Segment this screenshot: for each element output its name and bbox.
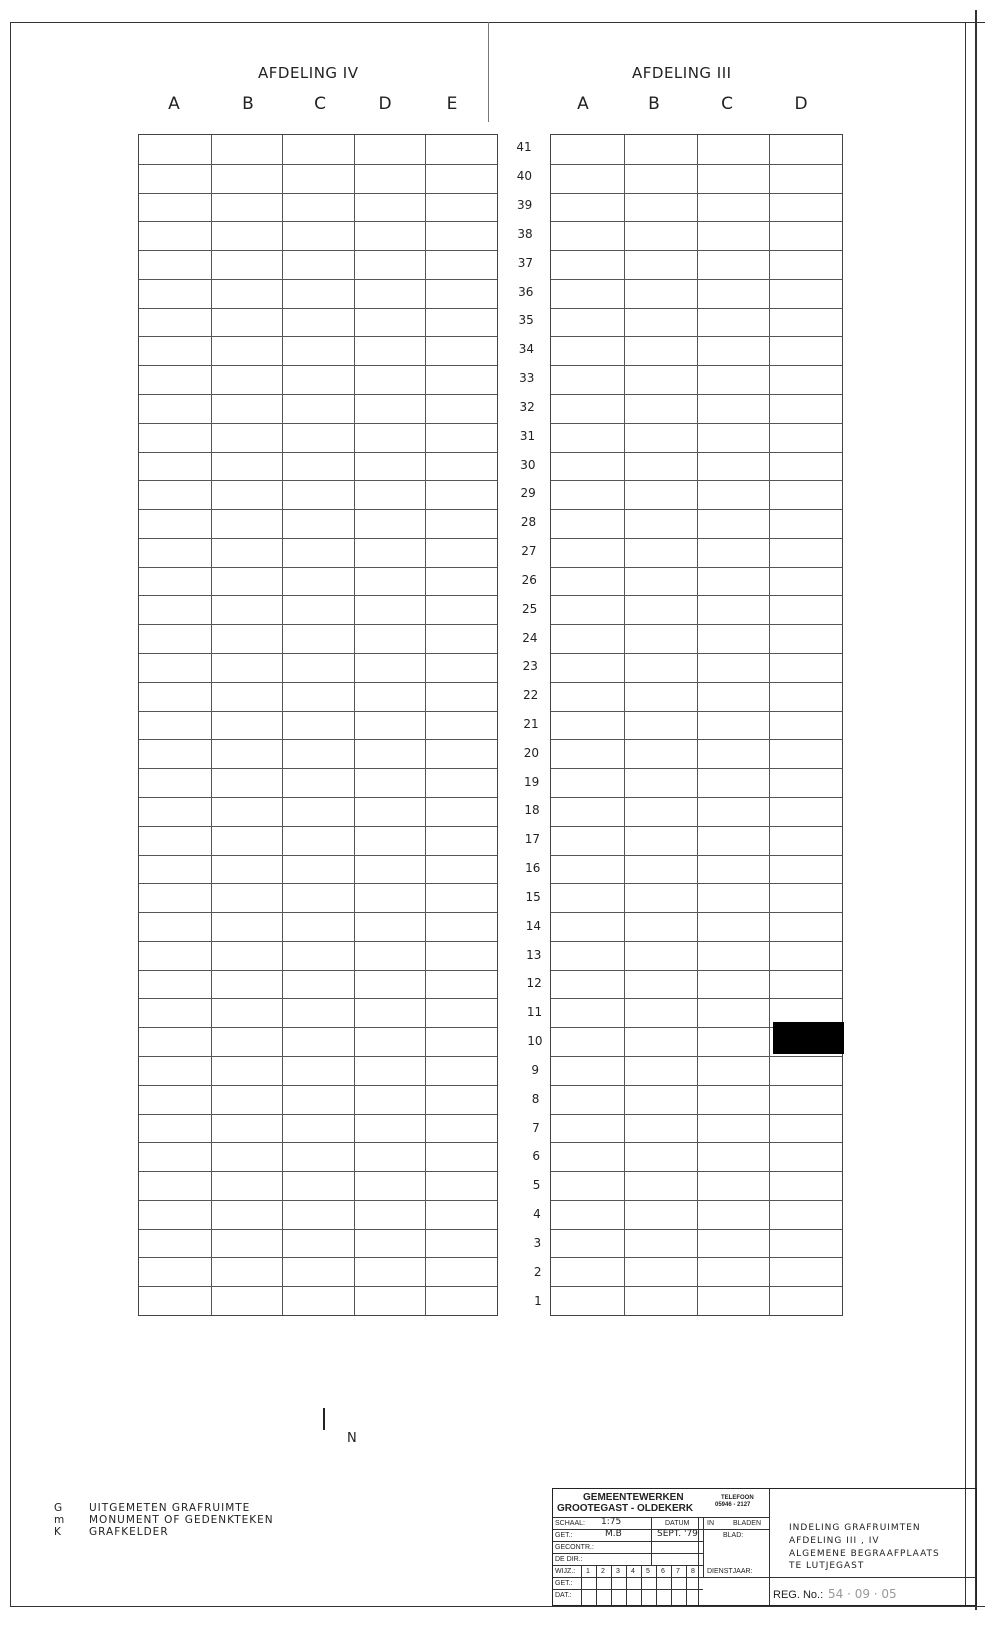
row-number: 5 xyxy=(532,1178,541,1193)
row-number: 10 xyxy=(527,1034,543,1049)
wijz-number: 4 xyxy=(631,1568,635,1575)
legend-text: MONUMENT OF GEDENKTEKEN xyxy=(89,1514,274,1526)
grave-grid-afdeling-iv xyxy=(138,134,498,1316)
grid-row-line xyxy=(139,164,497,165)
col-label-iv-e: E xyxy=(446,94,458,114)
row-number: 14 xyxy=(525,918,542,933)
col-label-iv-a: A xyxy=(168,94,180,114)
section-title-afdeling-iv: AFDELING IV xyxy=(258,64,359,82)
description-line: ALGEMENE BEGRAAFPLAATS xyxy=(789,1549,940,1559)
wijz-number: 2 xyxy=(601,1568,605,1575)
dat-label: DAT.: xyxy=(555,1592,572,1599)
grid-row-line xyxy=(139,883,497,884)
wijz-label: WIJZ.: xyxy=(555,1568,576,1575)
north-label: N xyxy=(347,1431,357,1446)
row-number: 41 xyxy=(516,140,532,155)
col-label-iv-c: C xyxy=(314,94,326,114)
grid-row-line xyxy=(139,768,497,769)
org-line1: GEMEENTEWERKEN xyxy=(583,1492,684,1503)
description-line: INDELING GRAFRUIMTEN xyxy=(789,1523,921,1533)
row-number: 22 xyxy=(523,688,539,703)
grid-row-line xyxy=(139,998,497,999)
bladen-label: BLADEN xyxy=(733,1520,762,1527)
grid-row-line xyxy=(139,1114,497,1115)
grid-row-line xyxy=(139,1142,497,1143)
grid-row-line xyxy=(139,452,497,453)
grid-row-line xyxy=(139,279,497,280)
wijz-number: 3 xyxy=(616,1568,620,1575)
frame-right-outer xyxy=(975,10,977,1610)
grid-column-line xyxy=(624,135,625,1315)
grid-column-line xyxy=(425,135,426,1315)
grid-row-line xyxy=(139,1027,497,1028)
grave-grid-afdeling-iii xyxy=(550,134,843,1316)
grid-row-line xyxy=(139,1200,497,1201)
wijz-box-line xyxy=(641,1565,642,1605)
wijz-box-line xyxy=(626,1565,627,1605)
grid-column-line xyxy=(697,135,698,1315)
row-number: 34 xyxy=(518,342,535,357)
datum-value: SEPT. '79 xyxy=(657,1529,698,1539)
wijz-box-line xyxy=(686,1565,687,1605)
grid-column-line xyxy=(282,135,283,1315)
wijz-box-line xyxy=(581,1565,582,1605)
grid-row-line xyxy=(139,1257,497,1258)
wijz-number: 7 xyxy=(676,1568,680,1575)
legend-row xyxy=(54,1514,274,1526)
dedir-label: DE DIR.: xyxy=(555,1556,583,1563)
grid-row-line xyxy=(139,682,497,683)
grid-row-line xyxy=(139,308,497,309)
row-number: 30 xyxy=(520,457,536,472)
legend-key: K xyxy=(54,1526,62,1538)
row-number: 9 xyxy=(531,1062,539,1077)
legend-row xyxy=(54,1502,274,1514)
row-number: 26 xyxy=(521,572,537,587)
reg-label: REG. No.: xyxy=(773,1589,824,1601)
row-number: 12 xyxy=(526,976,542,991)
phone-number: 05946 - 2127 xyxy=(715,1502,751,1508)
wijz-box-line xyxy=(656,1565,657,1605)
grid-row-line xyxy=(139,567,497,568)
row-number: 25 xyxy=(521,601,538,616)
north-arrow-icon xyxy=(323,1408,325,1430)
get-value: M.B xyxy=(605,1529,622,1539)
grid-row-line xyxy=(139,912,497,913)
grid-row-line xyxy=(139,1056,497,1057)
row-number: 37 xyxy=(517,255,534,270)
grid-row-line xyxy=(139,1286,497,1287)
org-line2: GROOTEGAST - OLDEKERK xyxy=(557,1503,694,1514)
grid-row-line xyxy=(139,365,497,366)
grid-column-line xyxy=(354,135,355,1315)
get2-label: GET.: xyxy=(555,1580,573,1587)
row-number: 3 xyxy=(533,1235,542,1250)
grid-row-line xyxy=(139,739,497,740)
schaal-value: 1:75 xyxy=(601,1517,622,1527)
row-number: 24 xyxy=(522,630,538,645)
grid-row-line xyxy=(139,336,497,337)
row-number: 8 xyxy=(531,1091,540,1106)
row-number: 27 xyxy=(521,544,537,559)
grid-column-line xyxy=(769,135,770,1315)
frame-top xyxy=(10,22,985,23)
section-divider xyxy=(488,22,489,122)
redacted-block xyxy=(773,1022,844,1054)
grid-row-line xyxy=(139,250,497,251)
row-number: 23 xyxy=(522,659,538,674)
wijz-box-line xyxy=(671,1565,672,1605)
col-label-iii-c: C xyxy=(721,94,733,114)
grid-row-line xyxy=(139,941,497,942)
description-line: AFDELING III , IV xyxy=(789,1536,880,1546)
legend-text: UITGEMETEN GRAFRUIMTE xyxy=(89,1502,251,1514)
row-number: 21 xyxy=(523,717,539,731)
row-number: 15 xyxy=(525,889,541,904)
title-block xyxy=(552,1488,977,1606)
grid-row-line xyxy=(139,653,497,654)
legend-key: G xyxy=(54,1502,64,1514)
grid-row-line xyxy=(139,480,497,481)
wijz-box-line xyxy=(611,1565,612,1605)
row-number: 7 xyxy=(532,1120,540,1135)
row-number: 31 xyxy=(519,428,536,443)
row-number: 4 xyxy=(533,1207,541,1222)
row-number: 17 xyxy=(524,832,541,847)
section-title-afdeling-iii: AFDELING III xyxy=(632,64,732,82)
wijz-number: 6 xyxy=(661,1568,665,1575)
grid-row-line xyxy=(139,1171,497,1172)
row-number: 20 xyxy=(523,745,539,760)
grid-row-line xyxy=(139,538,497,539)
grid-row-line xyxy=(139,509,497,510)
row-number: 18 xyxy=(524,803,540,818)
blad-label: BLAD: xyxy=(723,1532,744,1539)
row-number: 32 xyxy=(519,399,535,414)
frame-right-inner xyxy=(965,22,966,1607)
grid-row-line xyxy=(139,826,497,827)
grid-column-line xyxy=(211,135,212,1315)
row-number: 33 xyxy=(519,371,535,386)
row-number: 13 xyxy=(526,947,542,962)
row-number: 39 xyxy=(517,198,533,213)
col-label-iv-b: B xyxy=(242,94,254,114)
schaal-label: SCHAAL: xyxy=(555,1520,585,1527)
grid-row-line xyxy=(139,221,497,222)
frame-left xyxy=(10,22,11,1607)
row-number: 40 xyxy=(516,169,532,184)
grid-row-line xyxy=(139,855,497,856)
get-label: GET.: xyxy=(555,1532,573,1539)
row-number: 6 xyxy=(532,1149,541,1164)
row-number: 1 xyxy=(534,1293,542,1308)
row-number: 29 xyxy=(520,486,536,501)
legend-key: m xyxy=(54,1514,66,1526)
grid-row-line xyxy=(139,711,497,712)
wijz-box-line xyxy=(596,1565,597,1605)
col-label-iii-a: A xyxy=(577,94,589,114)
frame-bottom xyxy=(10,1606,985,1607)
row-number: 2 xyxy=(533,1264,542,1279)
gecontr-label: GECONTR.: xyxy=(555,1544,594,1551)
grid-row-line xyxy=(139,1229,497,1230)
col-label-iv-d: D xyxy=(378,94,392,114)
legend-text: GRAFKELDER xyxy=(89,1526,169,1538)
description-line: TE LUTJEGAST xyxy=(789,1561,865,1571)
row-number: 11 xyxy=(526,1005,543,1020)
row-number: 19 xyxy=(524,774,540,789)
wijz-number: 8 xyxy=(691,1568,695,1575)
row-number: 36 xyxy=(518,284,534,299)
grid-row-line xyxy=(139,970,497,971)
legend-row xyxy=(54,1526,274,1538)
grid-row-line xyxy=(139,394,497,395)
dienstjaar-label: DIENSTJAAR: xyxy=(707,1568,753,1575)
wijz-number: 5 xyxy=(646,1568,650,1575)
grid-row-line xyxy=(139,423,497,424)
grid-row-line xyxy=(139,797,497,798)
datum-label: DATUM xyxy=(665,1520,690,1527)
grid-row-line xyxy=(139,193,497,194)
grid-row-line xyxy=(139,595,497,596)
col-label-iii-b: B xyxy=(648,94,660,114)
grid-row-line xyxy=(139,1085,497,1086)
col-label-iii-d: D xyxy=(794,94,808,114)
grid-row-line xyxy=(139,624,497,625)
row-number: 38 xyxy=(517,226,533,241)
phone-label: TELEFOON xyxy=(721,1495,754,1501)
row-number: 28 xyxy=(520,515,537,530)
in-label: IN xyxy=(707,1520,714,1527)
legend xyxy=(54,1502,274,1538)
row-number: 16 xyxy=(525,861,541,876)
reg-value: 54 · 09 · 05 xyxy=(828,1587,897,1601)
row-number: 35 xyxy=(518,313,534,328)
wijz-number: 1 xyxy=(586,1568,590,1575)
